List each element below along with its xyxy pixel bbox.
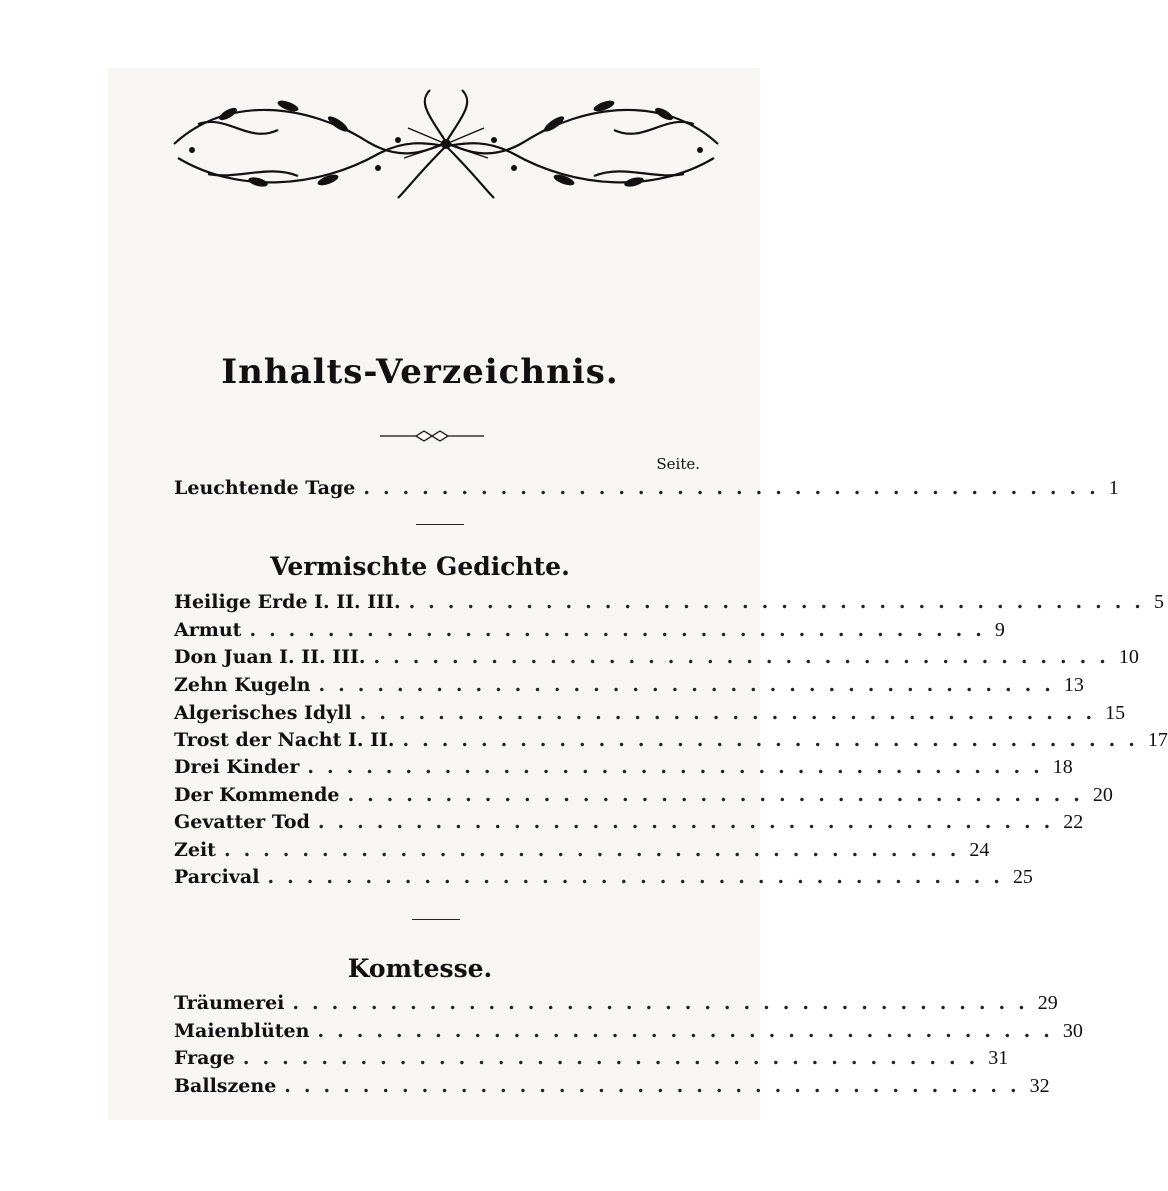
- toc-entry: [174, 674, 1084, 700]
- toc-entry-page: 13: [1063, 674, 1084, 696]
- toc-entry-title: Leuchtende Tage: [174, 477, 356, 499]
- toc-entry-title: Drei Kinder: [174, 756, 300, 778]
- dot-leader: ......................................: [242, 1047, 989, 1069]
- toc-entry: [174, 729, 1168, 755]
- dot-leader: ......................................: [318, 674, 1064, 696]
- toc-entry-page: 24: [969, 839, 990, 861]
- toc-entry-title: Parcival: [174, 866, 260, 888]
- toc-entry: [174, 784, 1113, 810]
- dot-leader: ......................................: [408, 591, 1154, 613]
- dot-leader: ......................................: [249, 619, 995, 641]
- dot-leader: ......................................: [223, 839, 970, 861]
- toc-entry-title: Zeit: [174, 839, 216, 861]
- toc-entry-page: 30: [1062, 1020, 1083, 1042]
- toc-entry-title: Armut: [174, 619, 242, 641]
- toc-entry: [174, 992, 1058, 1018]
- toc-entry-title: Trost der Nacht I. II.: [174, 729, 395, 751]
- dot-leader: ......................................: [363, 477, 1109, 499]
- toc-entry: [174, 866, 1033, 892]
- toc-entry: [174, 702, 1126, 728]
- section-heading: Komtesse.: [347, 954, 493, 983]
- toc-entry-title: Don Juan I. II. III.: [174, 646, 366, 668]
- toc-entry-page: 22: [1063, 811, 1084, 833]
- page-column-label: Seite.: [656, 455, 700, 473]
- toc-entry: [174, 619, 1005, 645]
- toc-entry: [174, 646, 1139, 672]
- dot-leader: ......................................: [292, 992, 1038, 1014]
- toc-entry-page: 25: [1012, 866, 1033, 888]
- toc-entry: [174, 591, 1164, 617]
- toc-entry-page: 17: [1147, 729, 1168, 751]
- toc-entry: [174, 1020, 1083, 1046]
- toc-entry-page: 5: [1153, 591, 1164, 613]
- toc-entry: [174, 756, 1073, 782]
- title-divider: [380, 428, 484, 444]
- toc-entry-page: 15: [1105, 702, 1126, 724]
- dot-leader: ......................................: [307, 756, 1053, 778]
- floral-ornament-header: [168, 84, 724, 202]
- toc-entry-page: 10: [1118, 646, 1139, 668]
- toc-entry-title: Algerisches Idyll: [174, 702, 352, 724]
- toc-entry-title: Der Kommende: [174, 784, 340, 806]
- toc-entry: [174, 1047, 1009, 1073]
- toc-entry-title: Zehn Kugeln: [174, 674, 311, 696]
- toc-entry-page: 32: [1029, 1075, 1050, 1097]
- dot-leader: ......................................: [317, 1020, 1063, 1042]
- toc-entry-title: Ballszene: [174, 1075, 277, 1097]
- toc-entry: [174, 1075, 1050, 1101]
- toc-entry: [174, 477, 1119, 503]
- dot-leader: ......................................: [267, 866, 1013, 888]
- dot-leader: ......................................: [402, 729, 1148, 751]
- toc-entry-page: 29: [1037, 992, 1058, 1014]
- toc-entry-page: 1: [1108, 477, 1119, 499]
- toc-entry-page: 31: [988, 1047, 1009, 1069]
- toc-entry-page: 9: [994, 619, 1005, 641]
- dot-leader: ......................................: [373, 646, 1119, 668]
- toc-entry-page: 20: [1092, 784, 1113, 806]
- section-divider: [412, 919, 460, 920]
- section-divider: [416, 524, 464, 525]
- dot-leader: ......................................: [347, 784, 1093, 806]
- toc-entry-title: Frage: [174, 1047, 235, 1069]
- toc-entry-title: Heilige Erde I. II. III.: [174, 591, 401, 613]
- dot-leader: ......................................: [284, 1075, 1030, 1097]
- toc-entry-title: Maienblüten: [174, 1020, 310, 1042]
- section-heading: Vermischte Gedichte.: [270, 552, 570, 581]
- toc-entry: [174, 839, 990, 865]
- toc-entry-page: 18: [1052, 756, 1073, 778]
- dot-leader: ......................................: [359, 702, 1106, 724]
- toc-entry-title: Gevatter Tod: [174, 811, 310, 833]
- page-title: Inhalts-Verzeichnis.: [221, 352, 619, 392]
- dot-leader: ......................................: [317, 811, 1064, 833]
- toc-entry-title: Träumerei: [174, 992, 285, 1014]
- toc-entry: [174, 811, 1084, 837]
